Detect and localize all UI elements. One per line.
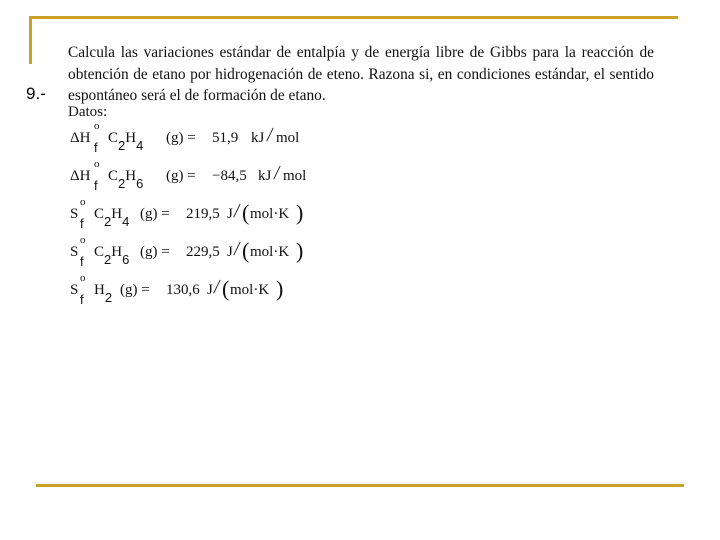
datum-unit-denominator: mol·K — [250, 206, 290, 222]
open-paren: ( — [242, 200, 250, 225]
species-formula: C2H6 — [108, 168, 144, 191]
datos-label: Datos: — [68, 104, 108, 120]
formation-subscript: f — [94, 178, 98, 193]
enthalpy-symbol: ΔH — [70, 130, 91, 146]
enthalpy-symbol: ΔH — [70, 168, 91, 184]
close-paren: ) — [276, 276, 284, 301]
problem-statement: Calcula las variaciones estándar de entalpía y de energía libre de Gibbs para la reacción de obtención de etano por hidrogenación de eteno. Razona si, en condiciones estándar, el sentido espontáneo será el de formación de etano. — [68, 44, 654, 104]
open-paren: ( — [222, 276, 230, 301]
question-number: 9.- — [26, 84, 46, 103]
top-rule — [32, 16, 678, 19]
close-paren: ) — [296, 238, 304, 263]
datum-value: −84,5 — [212, 168, 247, 184]
datum-unit: kJ — [258, 168, 272, 184]
phase-equals: (g) = — [166, 168, 196, 184]
formation-subscript: f — [80, 216, 84, 231]
left-rule — [29, 16, 32, 64]
phase-equals: (g) = — [140, 244, 170, 260]
species-formula: C2H4 — [108, 130, 144, 153]
standard-superscript: o — [80, 196, 86, 208]
species-formula: H2 — [94, 282, 113, 305]
species-formula: C2H6 — [94, 244, 130, 267]
fraction-slash: / — [232, 200, 242, 222]
bottom-rule — [36, 484, 684, 487]
close-paren: ) — [296, 200, 304, 225]
datum-unit: J — [227, 206, 233, 222]
species-formula: C2H4 — [94, 206, 130, 229]
datum-value: 229,5 — [186, 244, 220, 260]
datum-value: 130,6 — [166, 282, 200, 298]
entropy-symbol: S — [70, 244, 79, 260]
formation-subscript: f — [80, 292, 84, 307]
standard-superscript: o — [94, 120, 100, 132]
datum-unit-denominator: mol — [283, 168, 307, 184]
phase-equals: (g) = — [166, 130, 196, 146]
phase-equals: (g) = — [140, 206, 170, 222]
fraction-slash: / — [272, 162, 282, 184]
phase-equals: (g) = — [120, 282, 150, 298]
datum-unit-denominator: mol·K — [230, 282, 270, 298]
fraction-slash: / — [265, 124, 275, 146]
standard-superscript: o — [80, 234, 86, 246]
entropy-symbol: S — [70, 206, 79, 222]
datum-unit-denominator: mol — [276, 130, 300, 146]
datum-value: 51,9 — [212, 130, 239, 146]
fraction-slash: / — [212, 276, 222, 298]
formation-subscript: f — [80, 254, 84, 269]
entropy-symbol: S — [70, 282, 79, 298]
datum-unit-denominator: mol·K — [250, 244, 290, 260]
datum-unit: J — [227, 244, 233, 260]
standard-superscript: o — [94, 158, 100, 170]
open-paren: ( — [242, 238, 250, 263]
datum-unit: kJ — [251, 130, 265, 146]
datum-unit: J — [207, 282, 213, 298]
standard-superscript: o — [80, 272, 86, 284]
datum-value: 219,5 — [186, 206, 220, 222]
formation-subscript: f — [94, 140, 98, 155]
fraction-slash: / — [232, 238, 242, 260]
